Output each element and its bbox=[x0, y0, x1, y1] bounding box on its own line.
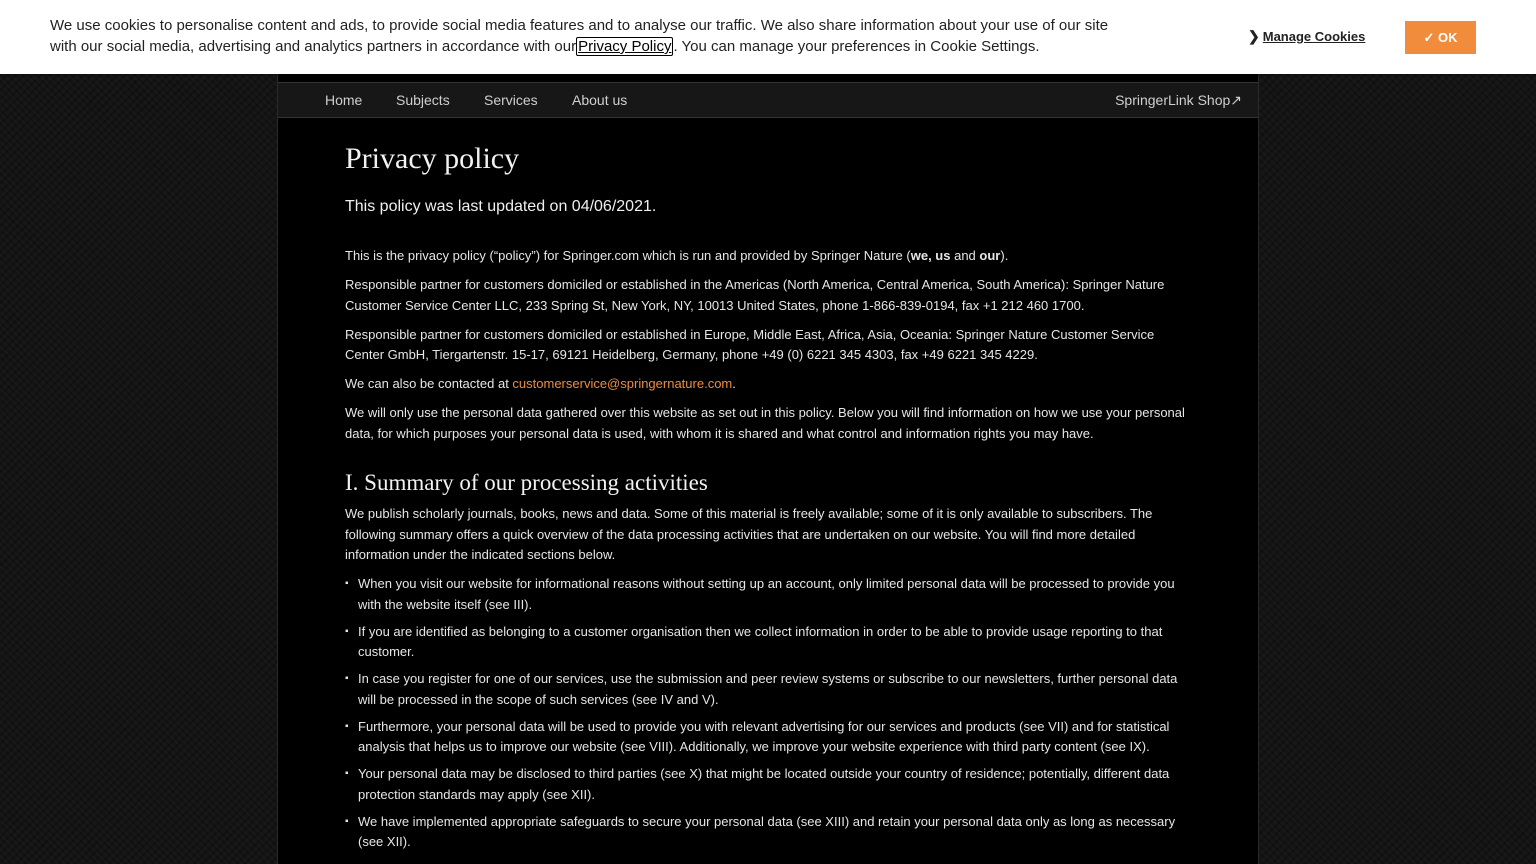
bullet-icon: ▪ bbox=[345, 625, 349, 637]
accept-cookies-button[interactable]: ✓ OK bbox=[1405, 21, 1476, 54]
data-usage-paragraph: We will only use the personal data gathered over this website as set out in this policy. Below you will find information on how we use your personal data, for which purposes your personal data is used, with whom it is shared and what control and information rights you may have. bbox=[345, 405, 1185, 441]
nav-item-services[interactable]: Services bbox=[484, 92, 538, 108]
list-item: ▪ If you are identified as belonging to a customer organisation then we collect information in order to be able to provide usage reporting to that customer. bbox=[345, 623, 1163, 659]
manage-cookies-button[interactable] bbox=[1248, 28, 1365, 45]
section-heading-summary: I. Summary of our processing activities bbox=[345, 470, 708, 495]
privacy-policy-link[interactable]: Privacy Policy bbox=[578, 38, 672, 55]
nav-item-home[interactable]: Home bbox=[325, 92, 363, 108]
europe-partner-paragraph: Responsible partner for customers domiciled or established in Europe, Middle East, Africa, Asia, Oceania: Springer Nature Customer Service Center GmbH, Tiergartenstr. 15-17, 69121 Heidelberg, Germany, phone +49 (0) 6221 345 4303, fax +49 6221 345 4229. bbox=[345, 326, 1155, 362]
list-item: ▪ In case you register for one of our services, use the submission and peer review systems or subscribe to our newsletters, further personal data will be processed in the scope of such services (see IV and V). bbox=[345, 671, 1178, 707]
page-title: Privacy policy bbox=[345, 142, 520, 175]
main-nav bbox=[278, 82, 1258, 118]
summary-intro-paragraph: We publish scholarly journals, books, news and data. Some of this material is freely available; some of it is only available to subscribers. The following summary offers a quick overview of the data processing activities that are undertaken on our website. You will find more detailed information under the indicated sections below. bbox=[345, 506, 1153, 562]
list-item: ▪ We have implemented appropriate safeguards to secure your personal data (see XIII) and retain your personal data only as long as necessary (see XII). bbox=[345, 813, 1176, 849]
nav-item-subjects[interactable]: Subjects bbox=[396, 92, 450, 108]
main-content bbox=[345, 142, 1187, 859]
nav-item-about-us[interactable]: About us bbox=[572, 92, 628, 108]
last-updated: This policy was last updated on 04/06/2021. bbox=[345, 198, 657, 215]
list-item: ▪ When you visit our website for informational reasons without setting up an account, only limited personal data will be processed to provide you with the website itself (see III). bbox=[345, 576, 1175, 612]
americas-partner-paragraph: Responsible partner for customers domiciled or established in the Americas (North America, Central America, South America): Springer Nature Customer Service Center LLC, 233 Spring St, New York, NY, 10013 United States, phone 1-866-839-0194, fax +1 212 460 1700. bbox=[345, 277, 1165, 313]
bullet-icon: ▪ bbox=[345, 768, 349, 779]
chevron-right-icon: ❯ bbox=[1248, 28, 1260, 44]
cookie-message: We use cookies to personalise content and ads, to provide social media features and to analyse our traffic. We also share information about your use of our site with our social media, advertising and analytics partners in accordance with our Privacy Policy . You can manage your preferences in Cookie Settings. bbox=[50, 17, 1109, 55]
contact-paragraph: We can also be contacted at customerservice@springernature.com. bbox=[345, 376, 736, 391]
manage-cookies-label: Manage Cookies bbox=[1262, 29, 1366, 44]
intro-paragraph: This is the privacy policy (“policy”) for Springer.com which is run and provided by Springer Nature (we, us and our). bbox=[345, 248, 1009, 263]
bullet-icon: ▪ bbox=[345, 673, 349, 684]
contact-email-link[interactable]: customerservice@springernature.com bbox=[512, 376, 733, 391]
cookie-banner bbox=[0, 0, 1536, 74]
summary-list bbox=[345, 574, 1187, 853]
page-container bbox=[277, 0, 1259, 864]
nav-item-springerlink-shop[interactable]: SpringerLink Shop↗ bbox=[1115, 92, 1242, 108]
bullet-icon: ▪ bbox=[345, 720, 349, 732]
list-item: ▪ Your personal data may be disclosed to third parties (see X) that might be located outside your country of residence; potentially, different data protection standards may apply (see XII). bbox=[345, 766, 1170, 802]
bullet-icon: ▪ bbox=[345, 815, 349, 827]
bullet-icon: ▪ bbox=[345, 578, 349, 589]
list-item: ▪ Furthermore, your personal data will be used to provide you with relevant advertising for our services and products (see VII) and for statistical analysis that helps us to improve our website (see VIII). Additionally, we improve your website experience with third party content (see IX). bbox=[345, 718, 1170, 754]
